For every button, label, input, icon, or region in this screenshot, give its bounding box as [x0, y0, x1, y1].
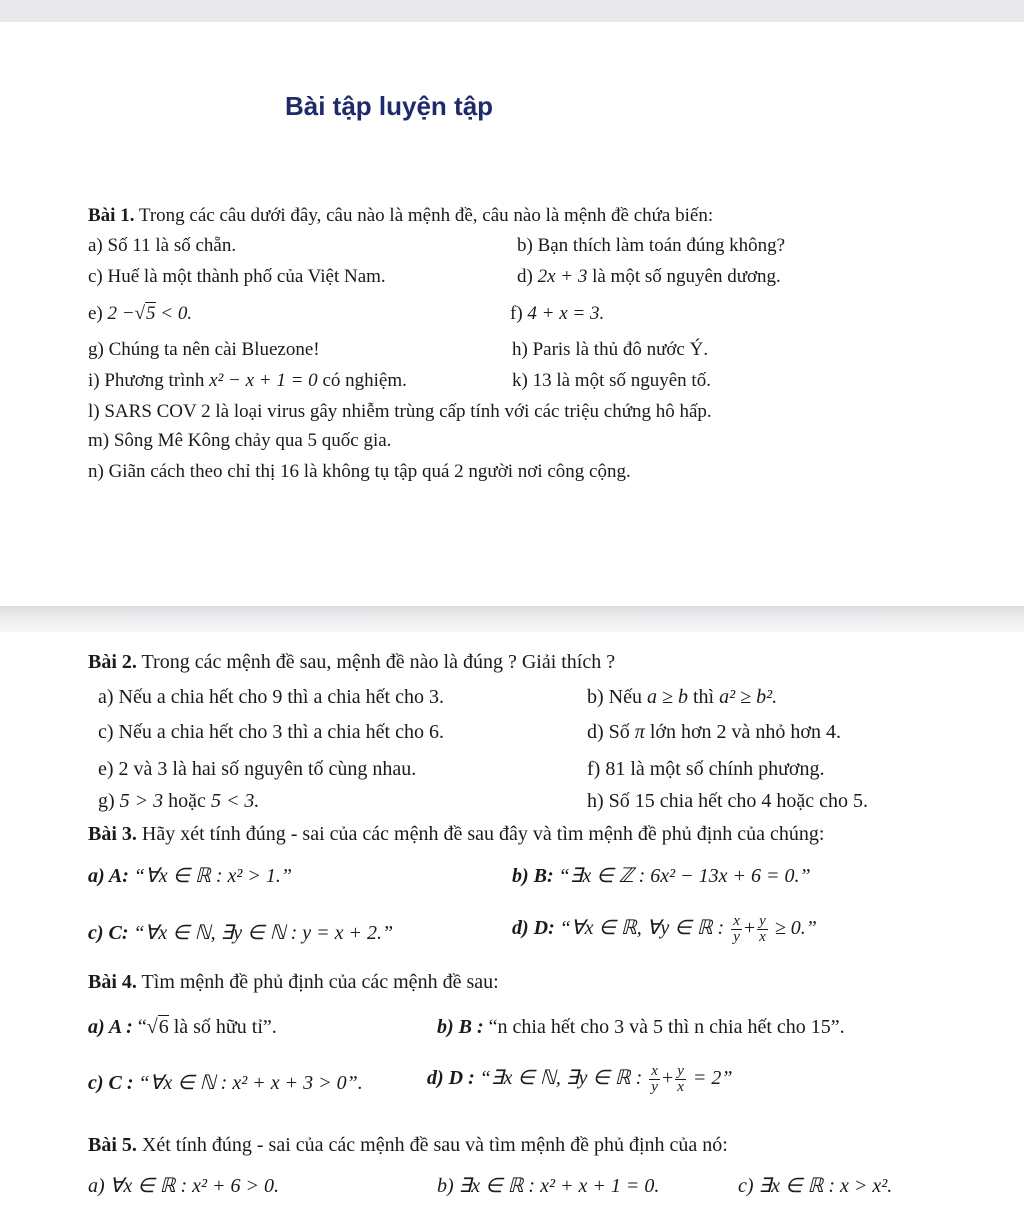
bai4-item-c [88, 1072, 363, 1094]
bai5-heading: Bài 5. [88, 1134, 137, 1156]
bai2-item-c: c) Nếu a chia hết cho 3 thì a chia hết cho 6. [98, 721, 444, 743]
bai1-item-m: m) Sông Mê Kông chảy qua 5 quốc gia. [88, 430, 392, 451]
bai2-b-math1: a ≥ b [646, 686, 688, 708]
bai2-item-e: e) 2 và 3 là hai số nguyên tố cùng nhau. [98, 758, 417, 780]
bai1-question [88, 205, 713, 227]
bai2-item-a: a) Nếu a chia hết cho 9 thì a chia hết cho 3. [98, 686, 444, 708]
bai2-item-b [587, 686, 777, 708]
bai1-i-label: i) Phương trình [88, 370, 205, 391]
bai2-item-h: h) Số 15 chia hết cho 4 hoặc cho 5. [587, 790, 869, 812]
bai4-a-text: là số hữu tỉ”. [173, 1016, 277, 1038]
bai1-item-i [88, 370, 407, 392]
bai3-heading: Bài 3. [88, 823, 137, 845]
bai3-b-label: b) B: [512, 865, 554, 887]
bai2-d-label: d) Số [587, 721, 630, 743]
page-divider [0, 606, 1024, 632]
bai1-e-radicand: 5 [146, 303, 156, 324]
bai1-question-text: Trong các câu dưới đây, câu nào là mệnh đề, câu nào là mệnh đề chứa biến: [138, 205, 714, 226]
bai3-a-label: a) A: [88, 865, 129, 887]
bai4-c-math: “∀x ∈ ℕ : x² + x + 3 > 0”. [138, 1072, 363, 1094]
bai2-heading: Bài 2. [88, 651, 137, 673]
bai1-item-f [510, 303, 604, 325]
bai2-g-math1: 5 > 3 [119, 790, 164, 812]
bai1-item-n: n) Giãn cách theo chỉ thị 16 là không tụ tập quá 2 người nơi công cộng. [88, 461, 631, 482]
bai4-item-b [437, 1016, 845, 1038]
bai4-d-math-pre: “∃x ∈ ℕ, ∃y ∈ ℝ : [479, 1067, 643, 1090]
bai4-question-text: Tìm mệnh đề phủ định của các mệnh đề sau: [141, 971, 499, 993]
bai2-g-mid: hoặc [168, 790, 206, 812]
bai2-b-label: b) Nếu [587, 686, 642, 708]
bai4-d-math-post: = 2” [692, 1067, 733, 1090]
bai1-item-h: h) Paris là thủ đô nước Ý. [512, 339, 709, 360]
bai3-d-math-post: ≥ 0.” [774, 917, 817, 940]
bai4-question [88, 971, 499, 993]
bai4-item-a: a) A : “√6 là số hữu tỉ”. [88, 1016, 277, 1038]
bai1-heading: Bài 1. [88, 205, 135, 226]
bai1-e-math-b: < 0. [160, 303, 193, 324]
bai2-item-f: f) 81 là một số chính phương. [587, 758, 825, 780]
bai1-d-text: là một số nguyên dương. [592, 266, 781, 287]
bai1-item-g: g) Chúng ta nên cài Bluezone! [88, 339, 320, 360]
bai4-d-label: d) D : [427, 1067, 475, 1090]
bai3-question-text: Hãy xét tính đúng - sai của các mệnh đề sau đây và tìm mệnh đề phủ định của chúng: [141, 823, 825, 845]
bai1-f-math: 4 + x = 3. [527, 303, 605, 324]
bai3-b-math: “∃x ∈ ℤ : 6x² − 13x + 6 = 0.” [558, 865, 811, 887]
bai3-question [88, 823, 824, 845]
bai4-d-frac1: $\frac{x}{y}$ [651, 1063, 658, 1095]
bai3-item-c [88, 922, 393, 944]
top-bar [0, 0, 1024, 22]
bai4-d-frac2: $\frac{y}{x}$ [677, 1063, 684, 1095]
bai2-d-math: π [634, 721, 645, 743]
bai1-item-k: k) 13 là một số nguyên tố. [512, 370, 711, 391]
bai3-c-label: c) C: [88, 922, 129, 944]
bai2-b-math2: a² ≥ b². [719, 686, 778, 708]
bai1-item-b: b) Bạn thích làm toán đúng không? [517, 235, 786, 256]
bai2-item-d [587, 721, 841, 743]
page-title: Bài tập luyện tập [285, 91, 494, 121]
bai4-a-quote: “ [137, 1016, 147, 1038]
bai3-d-math-pre: “∀x ∈ ℝ, ∀y ∈ ℝ : [559, 917, 725, 940]
bai3-item-a [88, 865, 292, 887]
bai5-item-b: b) ∃x ∈ ℝ : x² + x + 1 = 0. [437, 1175, 660, 1197]
bai2-b-mid: thì [692, 686, 715, 708]
bai1-item-l: l) SARS COV 2 là loại virus gây nhiễm trùng cấp tính với các triệu chứng hô hấp. [88, 401, 712, 422]
bai3-d-label: d) D: [512, 917, 555, 940]
bai1-item-a: a) Số 11 là số chẵn. [88, 235, 237, 256]
bai4-a-label: a) A : [88, 1016, 133, 1038]
bai1-item-c: c) Huế là một thành phố của Việt Nam. [88, 266, 386, 287]
bai3-item-b [512, 865, 811, 887]
bai2-question [88, 651, 615, 673]
bai5-question [88, 1134, 728, 1156]
bai2-g-math2: 5 < 3. [210, 790, 260, 812]
bai1-i-math: x² − x + 1 = 0 [209, 370, 318, 391]
bai1-e-math-a: 2 − [107, 303, 135, 324]
bai4-c-label: c) C : [88, 1072, 134, 1094]
bai4-a-radicand: 6 [158, 1016, 169, 1038]
bai1-e-label: e) [88, 303, 103, 324]
bai1-i-text: có nghiệm. [322, 370, 407, 391]
bai2-item-g [98, 790, 259, 812]
bai4-heading: Bài 4. [88, 971, 137, 993]
bai3-d-frac1: $\frac{x}{y}$ [733, 913, 740, 945]
bai5-question-text: Xét tính đúng - sai của các mệnh đề sau và tìm mệnh đề phủ định của nó: [141, 1134, 728, 1156]
bai3-d-frac2: $\frac{y}{x}$ [759, 913, 766, 945]
bai4-item-d: d) D : “∃x ∈ ℕ, ∃y ∈ ℝ : $\frac{x}{y}$ + $\frac{y}{x}$ = 2” [427, 1063, 733, 1095]
bai5-item-c: c) ∃x ∈ ℝ : x > x². [738, 1175, 893, 1197]
bai1-f-label: f) [510, 303, 523, 324]
bai2-g-label: g) [98, 790, 115, 812]
bai1-d-math: 2x + 3 [537, 266, 588, 287]
bai4-b-label: b) B : [437, 1016, 484, 1038]
bai5-item-a: a) ∀x ∈ ℝ : x² + 6 > 0. [88, 1175, 280, 1197]
bai2-d-text: lớn hơn 2 và nhỏ hơn 4. [649, 721, 841, 743]
bai4-b-text: “n chia hết cho 3 và 5 thì n chia hết cho 15”. [488, 1016, 845, 1038]
bai1-item-d [517, 266, 781, 288]
bai3-c-math: “∀x ∈ ℕ, ∃y ∈ ℕ : y = x + 2.” [133, 922, 394, 944]
bai2-question-text: Trong các mệnh đề sau, mệnh đề nào là đúng ? Giải thích ? [141, 651, 616, 673]
bai1-d-label: d) [517, 266, 533, 287]
bai1-item-e: e) 2 −√5 < 0. [88, 303, 193, 324]
bai3-item-d: d) D: “∀x ∈ ℝ, ∀y ∈ ℝ : $\frac{x}{y}$ + $\frac{y}{x}$ ≥ 0.” [512, 913, 817, 945]
bai3-a-math: “∀x ∈ ℝ : x² > 1.” [133, 865, 293, 887]
